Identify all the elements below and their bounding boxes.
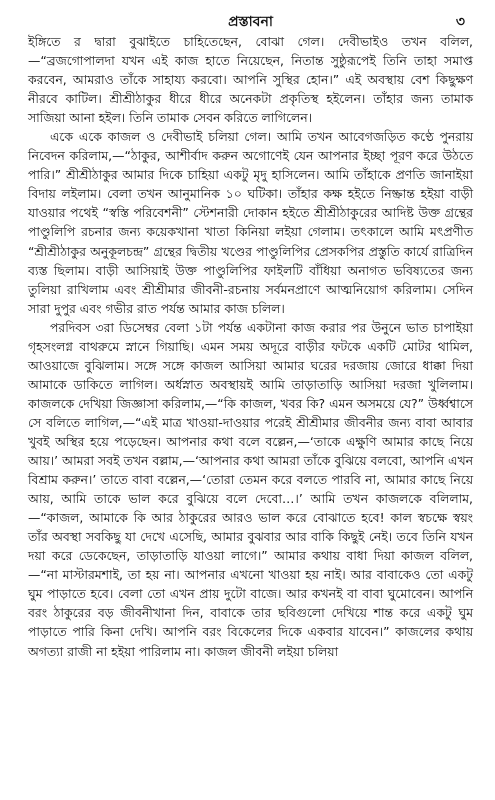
running-title: প্রস্তাবনা bbox=[228, 14, 273, 30]
page-header bbox=[28, 8, 473, 32]
page-number: ৩ bbox=[455, 14, 465, 30]
body-text bbox=[28, 32, 473, 661]
paragraph: পরদিবস ৩রা ডিসেম্বর বেলা ১টা পর্যন্ত একটানা কাজ করার পর উনুনে ভাত চাপাইয়া গৃহসংলগ্ন বাথরুমে স্নানে গিয়াছি। এমন সময় অদূরে বাড়ীর ফটকে একটি মোটর থামিল, আওয়াজে বুঝিলাম। সঙ্গে সঙ্গে কাজল আসিয়া আমার ঘরের দরজায় জোরে ধাক্কা দিয়া আমাকে ডাকিতে লাগিল। অর্ধস্নাত অবস্থায়ই আমি তাড়াতাড়ি আসিয়া দরজা খুলিলাম। কাজলকে দেখিয়া জিজ্ঞাসা করিলাম,—“কি কাজল, খবর কি? এমন অসময়ে যে?” উর্ধ্বশ্বাসে সে বলিতে লাগিল,—“এই মাত্র খাওয়া-দাওয়ার পরেই শ্রীশ্রীমার জীবনীর জন্য বাবা আবার খুবই অস্থির হয়ে পড়েছেন। আপনার কথা বলে বল্লেন,—‘তাকে এক্ষুণি আমার কাছে নিয়ে আয়।’ আমরা সবই তখন বল্লাম,—‘আপনার কথা আমরা তাঁকে বুঝিয়ে বলবো, আপনি এখন বিশ্রাম করুন।’ তাতে বাবা বল্লেন,—‘তোরা তেমন করে বলতে পারবি না, আমার কাছে নিয়ে আয়, আমি তাকে ভাল করে বুঝিয়ে বলে দেবো…।’ আমি তখন কাজলকে বলিলাম,—“কাজল, আমাকে কি আর ঠাকুরের আরও ভাল করে বোঝাতে হবে! কাল স্বচক্ষে স্বয়ং তাঁর অবস্থা সবকিছু যা দেখে এসেছি, আমার বুঝবার আর বাকি কিছুই নেই। তবে তিনি যখন দয়া করে ডেকেছেন, তাড়াতাড়ি যাওয়া লাগে।” আমার কথায় বাধা দিয়া কাজল বলিল,—“না মাস্টারমশাই, তা হয় না। আপনার এখনো খাওয়া হয় নাই। আর বাবাকেও তো একটু ঘুম পাড়াতে হবে। বেলা তো এখন প্রায় দুটো বাজে। আর কখনই বা বাবা ঘুমোবেন। আপনি বরং ঠাকুরের বড় জীবনীখানা দিন, বাবাকে তার ছবিগুলো দেখিয়ে শান্ত করে একটু ঘুম পাড়াতে পারি কিনা দেখি। আপনি বরং বিকেলের দিকে একবার যাবেন।” কাজলের কথায় অগত্যা রাজী না হইয়া পারিলাম না। কাজল জীবনী লইয়া চলিয়া bbox=[28, 319, 473, 659]
paragraph: ইঙ্গিতে র দ্বারা বুঝাইতে চাহিতেছেন, বোঝা গেল। দেবীভাইও তখন বলিল,—“ব্রজগোপালদা যখন এই কাজ হাতে নিয়েছেন, নিতান্ত সুষ্ঠুরূপেই তিনি তাহা সমাপ্ত করবেন, আমরাও তাঁকে সাহায্য করবো। আপনি সুস্থির হোন।” এই অবস্থায় বেশ কিছুক্ষণ নীরবে কাটিল। শ্রীশ্রীঠাকুর ধীরে ধীরে অনেকটা প্রকৃতিস্থ হইলেন। তাঁহার জন্য তামাক সাজিয়া আনা হইল। তিনি তামাক সেবন করিতে লাগিলেন। bbox=[28, 34, 473, 126]
paragraph: একে একে কাজল ও দেবীভাই চলিয়া গেল। আমি তখন আবেগজড়িত কণ্ঠে পুনরায় নিবেদন করিলাম,—“ঠাকুর, আশীর্বাদ করুন অগোণেই যেন আপনার ইচ্ছা পূরণ করে উঠতে পারি।” শ্রীশ্রীঠাকুর আমার দিকে চাহিয়া একটু মৃদু হাসিলেন। আমি তাঁহাকে প্রণতি জানাইয়া বিদায় লইলাম। বেলা তখন আনুমানিক ১০ ঘটিকা। তাঁহার কক্ষ হইতে নিষ্ক্রান্ত হইয়া বাড়ী যাওয়ার পথেই “স্বস্তি পরিবেশনী” স্টেশনারী দোকান হইতে শ্রীশ্রীঠাকুরের আদিষ্ট উক্ত গ্রন্থের পাণ্ডুলিপি রচনার জন্য কয়েকখানা খাতা কিনিয়া লইয়া গেলাম। তৎকালে আমি মৎপ্রণীত “শ্রীশ্রীঠাকুর অনুকূলচন্দ্র” গ্রন্থের দ্বিতীয় খণ্ডের পাণ্ডুলিপির প্রেসকপির প্রস্তুতি কার্যে রাত্রিদিন ব্যস্ত ছিলাম। বাড়ী আসিয়াই উক্ত পাণ্ডুলিপির ফাইলটি বাঁধিয়া অনাগত ভবিষ্যতের জন্য তুলিয়া রাখিলাম এবং শ্রীশ্রীমার জীবনী-রচনায় সর্বমনপ্রাণে আত্মনিয়োগ করিলাম। সেদিন সারা দুপুর এবং গভীর রাত পর্যন্ত আমার কাজ চলিল। bbox=[28, 129, 473, 316]
